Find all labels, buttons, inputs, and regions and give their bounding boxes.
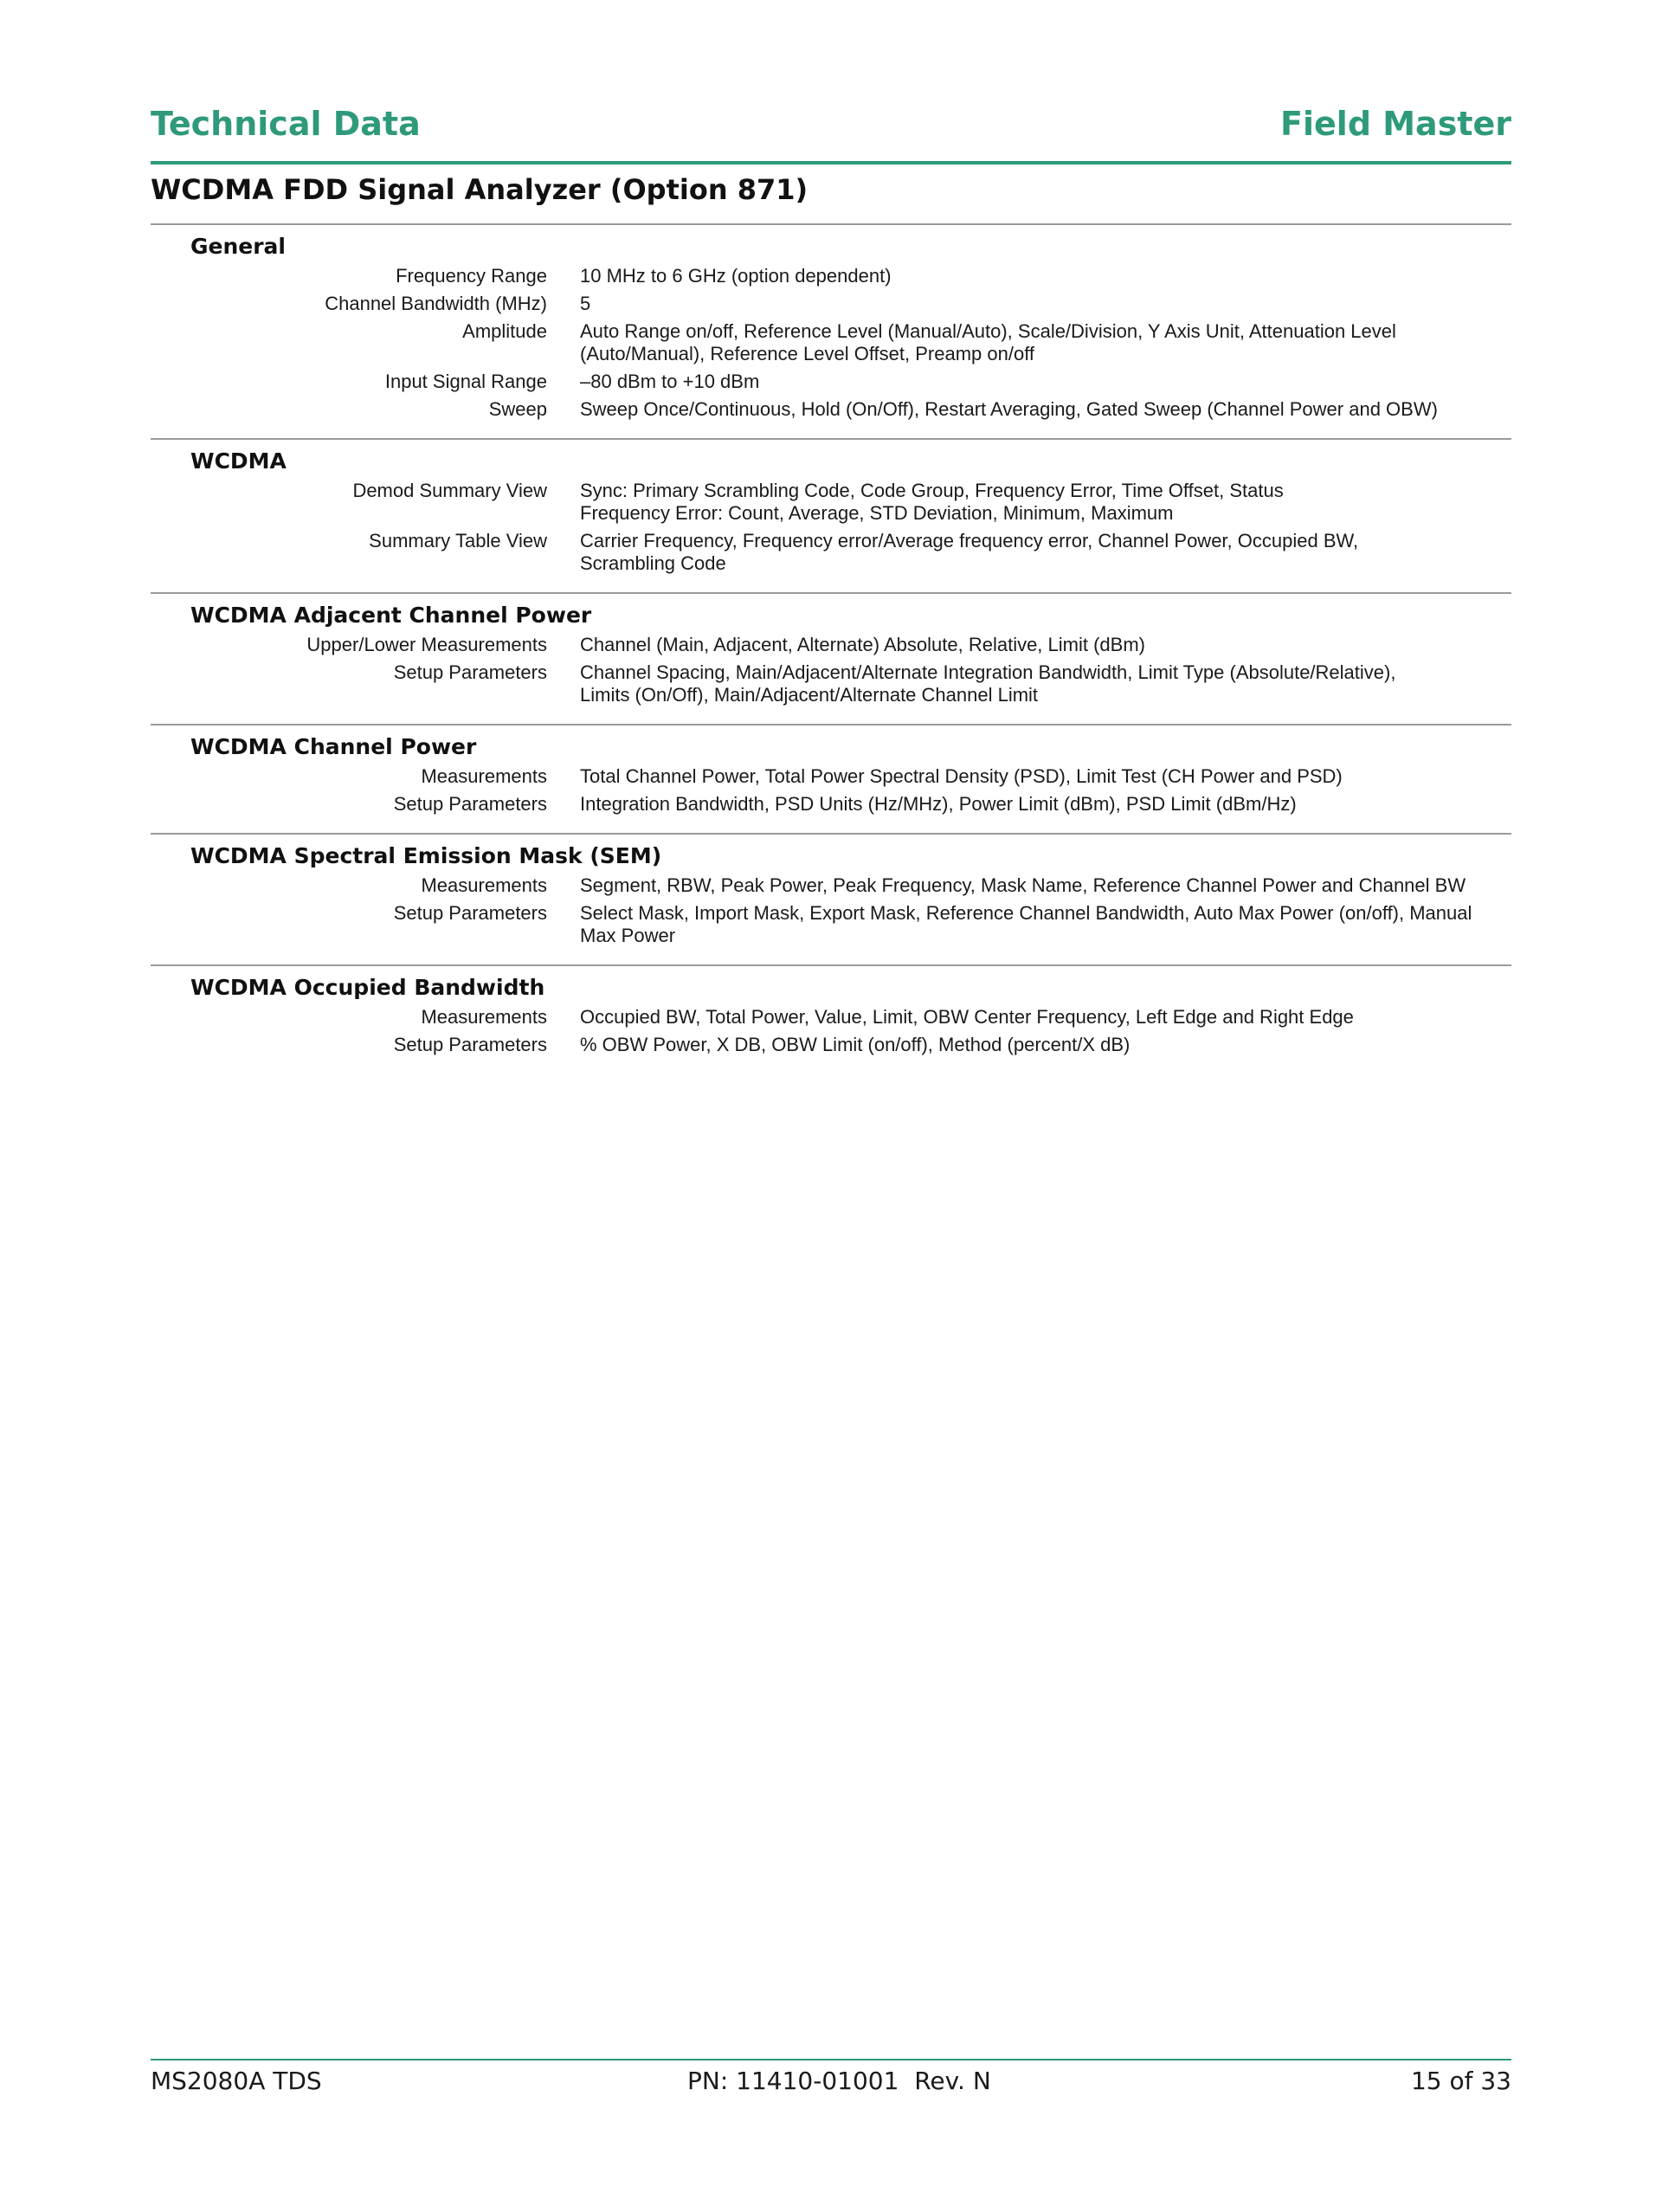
spec-label: Measurements bbox=[421, 1006, 547, 1028]
spec-section bbox=[151, 592, 1511, 724]
spec-row bbox=[151, 398, 1511, 421]
spec-label: Measurements bbox=[421, 765, 547, 787]
spec-section bbox=[151, 964, 1511, 1074]
spec-value: Auto Range on/off, Reference Level (Manual/Auto), Scale/Division, Y Axis Unit, Attenuation Level (Auto/Manual), Reference Level Offset, Preamp on/off bbox=[580, 320, 1396, 364]
spec-label: Sweep bbox=[488, 398, 547, 420]
spec-section-title: General bbox=[190, 234, 286, 259]
footer-document-name: MS2080A TDS bbox=[151, 2067, 322, 2095]
spec-section-title: WCDMA bbox=[190, 448, 287, 474]
spec-label: Setup Parameters bbox=[393, 902, 547, 924]
spec-value: Select Mask, Import Mask, Export Mask, Reference Channel Bandwidth, Auto Max Power (on/off), Manual Max Power bbox=[580, 902, 1472, 946]
page-footer bbox=[151, 2059, 1511, 2104]
spec-section-title: WCDMA Spectral Emission Mask (SEM) bbox=[190, 843, 662, 868]
spec-value: Integration Bandwidth, PSD Units (Hz/MHz), Power Limit (dBm), PSD Limit (dBm/Hz) bbox=[580, 793, 1297, 815]
spec-label: Channel Bandwidth (MHz) bbox=[325, 293, 547, 314]
spec-value: % OBW Power, X DB, OBW Limit (on/off), Method (percent/X dB) bbox=[580, 1034, 1131, 1055]
footer-page-number: 15 of 33 bbox=[1410, 2067, 1511, 2095]
spec-label: Setup Parameters bbox=[393, 661, 547, 683]
spec-label: Setup Parameters bbox=[393, 793, 547, 815]
spec-value: 10 MHz to 6 GHz (option dependent) bbox=[580, 265, 892, 287]
spec-label: Amplitude bbox=[462, 320, 547, 342]
footer-part-number: PN: 11410-01001 Rev. N bbox=[687, 2067, 991, 2095]
spec-row bbox=[151, 634, 1511, 656]
spec-row bbox=[151, 1034, 1511, 1056]
spec-label: Measurements bbox=[421, 874, 547, 896]
spec-section bbox=[151, 724, 1511, 833]
spec-label: Setup Parameters bbox=[393, 1034, 547, 1055]
spec-section bbox=[151, 223, 1511, 438]
spec-label: Summary Table View bbox=[369, 530, 547, 551]
spec-row bbox=[151, 293, 1511, 315]
spec-section-title: WCDMA Occupied Bandwidth bbox=[190, 975, 545, 1000]
spec-row bbox=[151, 320, 1511, 365]
spec-value: Total Channel Power, Total Power Spectral Density (PSD), Limit Test (CH Power and PSD) bbox=[580, 765, 1343, 787]
spec-value: Channel (Main, Adjacent, Alternate) Absolute, Relative, Limit (dBm) bbox=[580, 634, 1145, 655]
spec-table bbox=[151, 223, 1511, 1074]
spec-label: Input Signal Range bbox=[384, 371, 547, 392]
spec-row bbox=[151, 661, 1511, 706]
spec-row bbox=[151, 793, 1511, 816]
page-header bbox=[151, 102, 1511, 164]
spec-value: Sweep Once/Continuous, Hold (On/Off), Restart Averaging, Gated Sweep (Channel Power and OBW) bbox=[580, 398, 1438, 420]
spec-row bbox=[151, 265, 1511, 287]
spec-label: Upper/Lower Measurements bbox=[306, 634, 547, 655]
spec-value: 5 bbox=[580, 293, 591, 314]
spec-section bbox=[151, 833, 1511, 964]
spec-label: Frequency Range bbox=[396, 265, 547, 287]
spec-row bbox=[151, 1006, 1511, 1029]
page bbox=[151, 0, 1511, 2212]
spec-row bbox=[151, 874, 1511, 897]
spec-value: Occupied BW, Total Power, Value, Limit, OBW Center Frequency, Left Edge and Right Edge bbox=[580, 1006, 1354, 1028]
spec-value: Channel Spacing, Main/Adjacent/Alternate Integration Bandwidth, Limit Type (Absolute/Relative), Limits (On/Off), Main/Adjacent/Alternate Channel Limit bbox=[580, 661, 1396, 706]
spec-row bbox=[151, 480, 1511, 525]
header-product-name: Field Master bbox=[1280, 105, 1511, 143]
spec-value: Sync: Primary Scrambling Code, Code Group, Frequency Error, Time Offset, Status Frequency Error: Count, Average, STD Deviation, Minimum, Maximum bbox=[580, 480, 1284, 524]
spec-label: Demod Summary View bbox=[352, 480, 547, 501]
spec-section-title: WCDMA Channel Power bbox=[190, 734, 477, 759]
spec-value: –80 dBm to +10 dBm bbox=[580, 371, 760, 392]
spec-row bbox=[151, 530, 1511, 575]
spec-section-title: WCDMA Adjacent Channel Power bbox=[190, 603, 592, 628]
spec-value: Carrier Frequency, Frequency error/Average frequency error, Channel Power, Occupied BW, Scrambling Code bbox=[580, 530, 1359, 574]
spec-section bbox=[151, 438, 1511, 592]
section-heading: WCDMA FDD Signal Analyzer (Option 871) bbox=[151, 173, 808, 206]
spec-row bbox=[151, 765, 1511, 788]
header-title: Technical Data bbox=[151, 105, 421, 143]
spec-row bbox=[151, 371, 1511, 393]
spec-value: Segment, RBW, Peak Power, Peak Frequency, Mask Name, Reference Channel Power and Channel BW bbox=[580, 874, 1466, 896]
spec-row bbox=[151, 902, 1511, 947]
